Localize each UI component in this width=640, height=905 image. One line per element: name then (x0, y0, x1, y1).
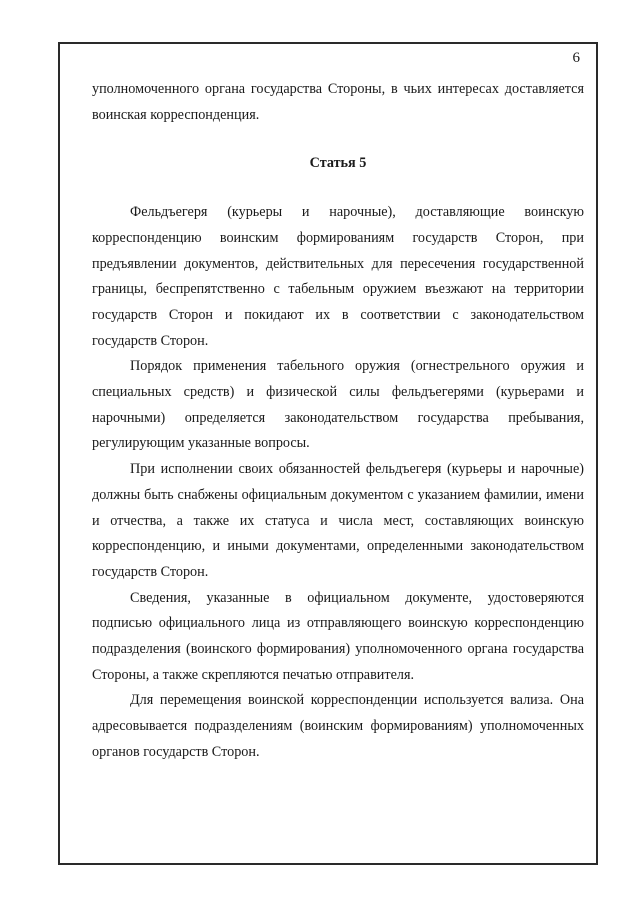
article-paragraph: Сведения, указанные в официальном документе, удостоверяются подписью официального лица из отправляющего воинскую корреспонденцию подразделения (воинского формирования) уполномоченного органа государства Стороны, а также скрепляются печатью отправителя. (92, 589, 584, 683)
article-paragraph: При исполнении своих обязанностей фельдъегеря (курьеры и нарочные) должны быть снабжены официальным документом с указанием фамилии, имени и отчества, а также их статуса и числа мест, составляющих воинскую корреспонденцию, и иными документами, определенными законодательством государств Сторон. (92, 461, 584, 580)
article-paragraph: Для перемещения воинской корреспонденции используется вализа. Она адресовывается подразделениям (воинским формированиям) уполномоченных органов государств Сторон. (92, 692, 584, 760)
article-paragraph: Порядок применения табельного оружия (огнестрельного оружия и специальных средств) и физической силы фельдъегерями (курьерами и нарочными) определяется законодательством государства пребывания, регулирующим указанные вопросы. (92, 358, 584, 452)
page-number: 6 (572, 50, 580, 66)
article-heading: Статья 5 (309, 155, 367, 172)
document-body (92, 77, 584, 766)
continuation-paragraph: уполномоченного органа государства Стороны, в чьих интересах доставляется воинская корреспонденция. (92, 81, 584, 123)
article-paragraph: Фельдъегеря (курьеры и нарочные), доставляющие воинскую корреспонденцию воинским формированиям государств Сторон, при предъявлении документов, действительных для пересечения государственной границы, беспрепятственно с табельным оружием въезжают на территории государств Сторон и покидают их в соответствии с законодательством государств Сторон. (92, 204, 584, 349)
